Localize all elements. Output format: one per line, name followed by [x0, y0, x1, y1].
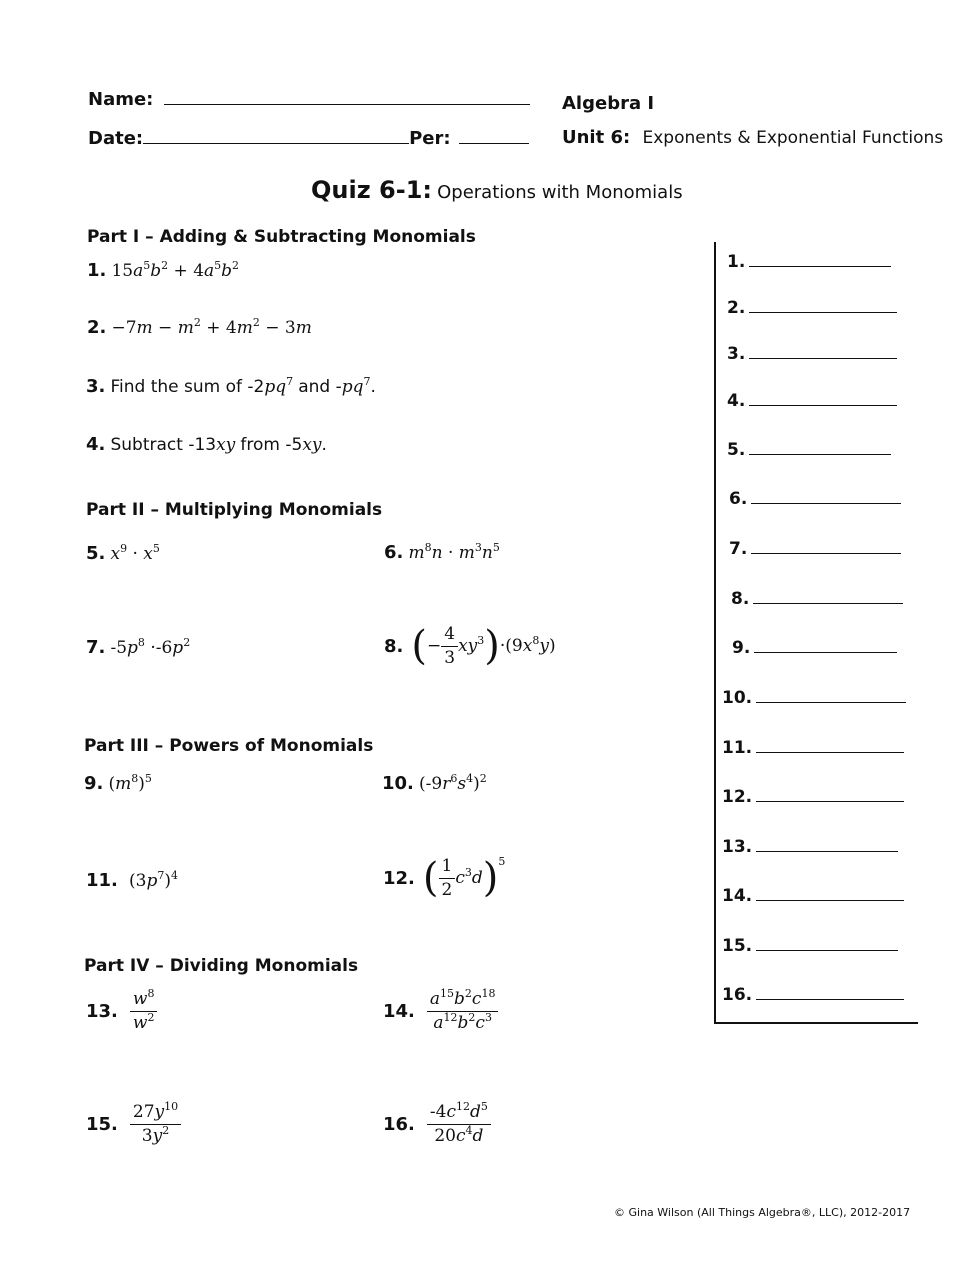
answer-line[interactable] — [749, 440, 891, 455]
question-number: 3. — [86, 376, 106, 397]
part-3-heading: Part III – Powers of Monomials — [84, 736, 374, 756]
question-3-end: . — [370, 377, 376, 397]
answer-row-16[interactable] — [722, 985, 904, 1005]
question-11 — [86, 870, 178, 891]
question-9 — [84, 773, 152, 794]
answer-row-10[interactable] — [722, 688, 906, 708]
question-6-expression: $m^8n \cdot m^3n^5$ — [408, 541, 500, 563]
question-number: 4. — [86, 434, 106, 455]
question-3-text-b: and - — [298, 377, 342, 397]
answer-label: 13. — [722, 837, 753, 857]
answer-row-14[interactable] — [722, 886, 904, 906]
answer-line[interactable] — [756, 738, 904, 753]
question-number: 10. — [382, 773, 414, 794]
question-13 — [86, 987, 157, 1033]
question-1 — [87, 260, 239, 281]
question-4-term-b: xy — [302, 435, 322, 455]
answer-label: 11. — [722, 738, 753, 758]
question-number: 11. — [86, 870, 118, 891]
question-number: 12. — [383, 867, 415, 889]
answer-row-11[interactable] — [722, 738, 904, 758]
date-field[interactable] — [143, 127, 409, 144]
answer-row-4[interactable] — [727, 391, 897, 411]
unit-label: Unit 6: — [562, 127, 631, 148]
answer-line[interactable] — [749, 252, 891, 267]
answer-label: 15. — [722, 936, 753, 956]
question-5 — [86, 543, 160, 564]
question-4-end: . — [321, 435, 327, 455]
answer-row-9[interactable] — [732, 638, 897, 658]
question-number: 7. — [86, 637, 106, 658]
question-4-text-b: from -5 — [240, 435, 303, 455]
question-number: 15. — [86, 1113, 118, 1135]
question-8 — [384, 623, 556, 669]
question-3-term-b: $pq^7$ — [341, 375, 371, 397]
part-4-heading: Part IV – Dividing Monomials — [84, 956, 359, 976]
question-15 — [86, 1100, 181, 1146]
answer-label: 16. — [722, 985, 753, 1005]
question-3-text-a: Find the sum of -2 — [110, 377, 265, 397]
answer-line[interactable] — [756, 886, 904, 901]
answer-row-12[interactable] — [722, 787, 904, 807]
per-field[interactable] — [459, 127, 529, 144]
question-14-expression: $\frac{a^{15}b^2c^{18}}{a^{12}b^2c^3}$ — [427, 990, 499, 1032]
answer-line[interactable] — [754, 638, 897, 653]
quiz-title-sub: Operations with Monomials — [437, 182, 683, 203]
question-number: 2. — [87, 317, 107, 338]
unit-row — [562, 127, 943, 148]
question-4 — [86, 434, 327, 455]
answer-line[interactable] — [756, 688, 906, 703]
answer-line[interactable] — [753, 589, 903, 604]
question-16-expression: $\frac{-4c^{12}d^5}{20c^4d}$ — [427, 1103, 491, 1145]
quiz-title-main: Quiz 6-1: — [311, 176, 432, 204]
answer-label: 9. — [732, 638, 751, 658]
question-number: 8. — [384, 635, 404, 657]
question-8-expression: ( − $\frac{4}{3}$ $xy^3$ ) $\cdot(9x^8y)$ — [411, 623, 556, 669]
question-number: 13. — [86, 1000, 118, 1022]
question-2-expression: $-7m - m^2 + 4m^2 - 3m$ — [111, 316, 312, 338]
question-2 — [87, 317, 312, 338]
question-number: 6. — [384, 542, 404, 563]
question-13-expression: $\frac{w^8}{w^2}$ — [130, 990, 158, 1032]
answer-row-15[interactable] — [722, 936, 898, 956]
answer-row-1[interactable] — [727, 252, 891, 272]
question-10-expression: $(-9r^6s^4)^2$ — [418, 772, 487, 794]
answer-row-3[interactable] — [727, 344, 897, 364]
question-15-expression: $\frac{27y^{10}}{3y^2}$ — [130, 1103, 181, 1145]
answer-line[interactable] — [749, 298, 897, 313]
answer-line[interactable] — [756, 985, 904, 1000]
question-1-expression: $15a^5b^2 + 4a^5b^2$ — [111, 259, 240, 281]
question-16 — [383, 1100, 491, 1146]
answer-line[interactable] — [751, 539, 901, 554]
answer-label: 8. — [731, 589, 750, 609]
question-6 — [384, 542, 500, 563]
question-number: 9. — [84, 773, 104, 794]
course-title: Algebra I — [562, 93, 655, 114]
answer-line[interactable] — [749, 344, 897, 359]
question-number: 5. — [86, 543, 106, 564]
part-1-heading: Part I – Adding & Subtracting Monomials — [87, 227, 476, 247]
answer-row-8[interactable] — [731, 589, 903, 609]
question-5-expression: $x^9 \cdot x^5$ — [110, 542, 160, 564]
quiz-title — [311, 176, 683, 204]
question-14 — [383, 987, 498, 1033]
question-12 — [383, 855, 505, 901]
answer-label: 5. — [727, 440, 746, 460]
date-label: Date: — [88, 128, 144, 149]
name-label: Name: — [88, 89, 154, 110]
question-11-expression: $(3p^7)^4$ — [128, 869, 178, 891]
answer-label: 2. — [727, 298, 746, 318]
answer-row-5[interactable] — [727, 440, 891, 460]
answer-row-2[interactable] — [727, 298, 897, 318]
answer-row-7[interactable] — [729, 539, 901, 559]
answer-line[interactable] — [756, 787, 904, 802]
answer-label: 1. — [727, 252, 746, 272]
question-number: 14. — [383, 1000, 415, 1022]
answer-label: 7. — [729, 539, 748, 559]
answer-label: 14. — [722, 886, 753, 906]
unit-title: Exponents & Exponential Functions — [642, 128, 944, 148]
name-field[interactable] — [164, 88, 530, 105]
question-number: 1. — [87, 260, 107, 281]
answer-line[interactable] — [751, 489, 901, 504]
answer-label: 4. — [727, 391, 746, 411]
question-3-term-a: $pq^7$ — [264, 375, 294, 397]
question-number: 16. — [383, 1113, 415, 1135]
answer-line[interactable] — [749, 391, 897, 406]
answer-line[interactable] — [756, 837, 898, 852]
answer-label: 6. — [729, 489, 748, 509]
name-label-row — [88, 88, 530, 110]
answer-label: 10. — [722, 688, 753, 708]
question-7 — [86, 637, 190, 658]
question-12-expression: ( $\frac{1}{2}$ $c^3d$ ) 5 — [422, 855, 506, 901]
answer-line[interactable] — [756, 936, 898, 951]
answer-label: 12. — [722, 787, 753, 807]
answer-row-6[interactable] — [729, 489, 901, 509]
per-label: Per: — [409, 128, 451, 149]
copyright-notice: © Gina Wilson (All Things Algebra®, LLC), 2012-2017 — [614, 1206, 911, 1219]
answer-label: 3. — [727, 344, 746, 364]
question-4-text-a: Subtract -13 — [110, 435, 217, 455]
question-3 — [86, 376, 376, 397]
date-per-row — [88, 127, 529, 149]
question-7-expression: $-5p^8 \cdot-6p^2$ — [110, 636, 191, 658]
question-4-term-a: xy — [216, 435, 236, 455]
answer-row-13[interactable] — [722, 837, 898, 857]
part-2-heading: Part II – Multiplying Monomials — [86, 500, 383, 520]
question-9-expression: $(m^8)^5$ — [108, 772, 152, 794]
question-10 — [382, 773, 487, 794]
